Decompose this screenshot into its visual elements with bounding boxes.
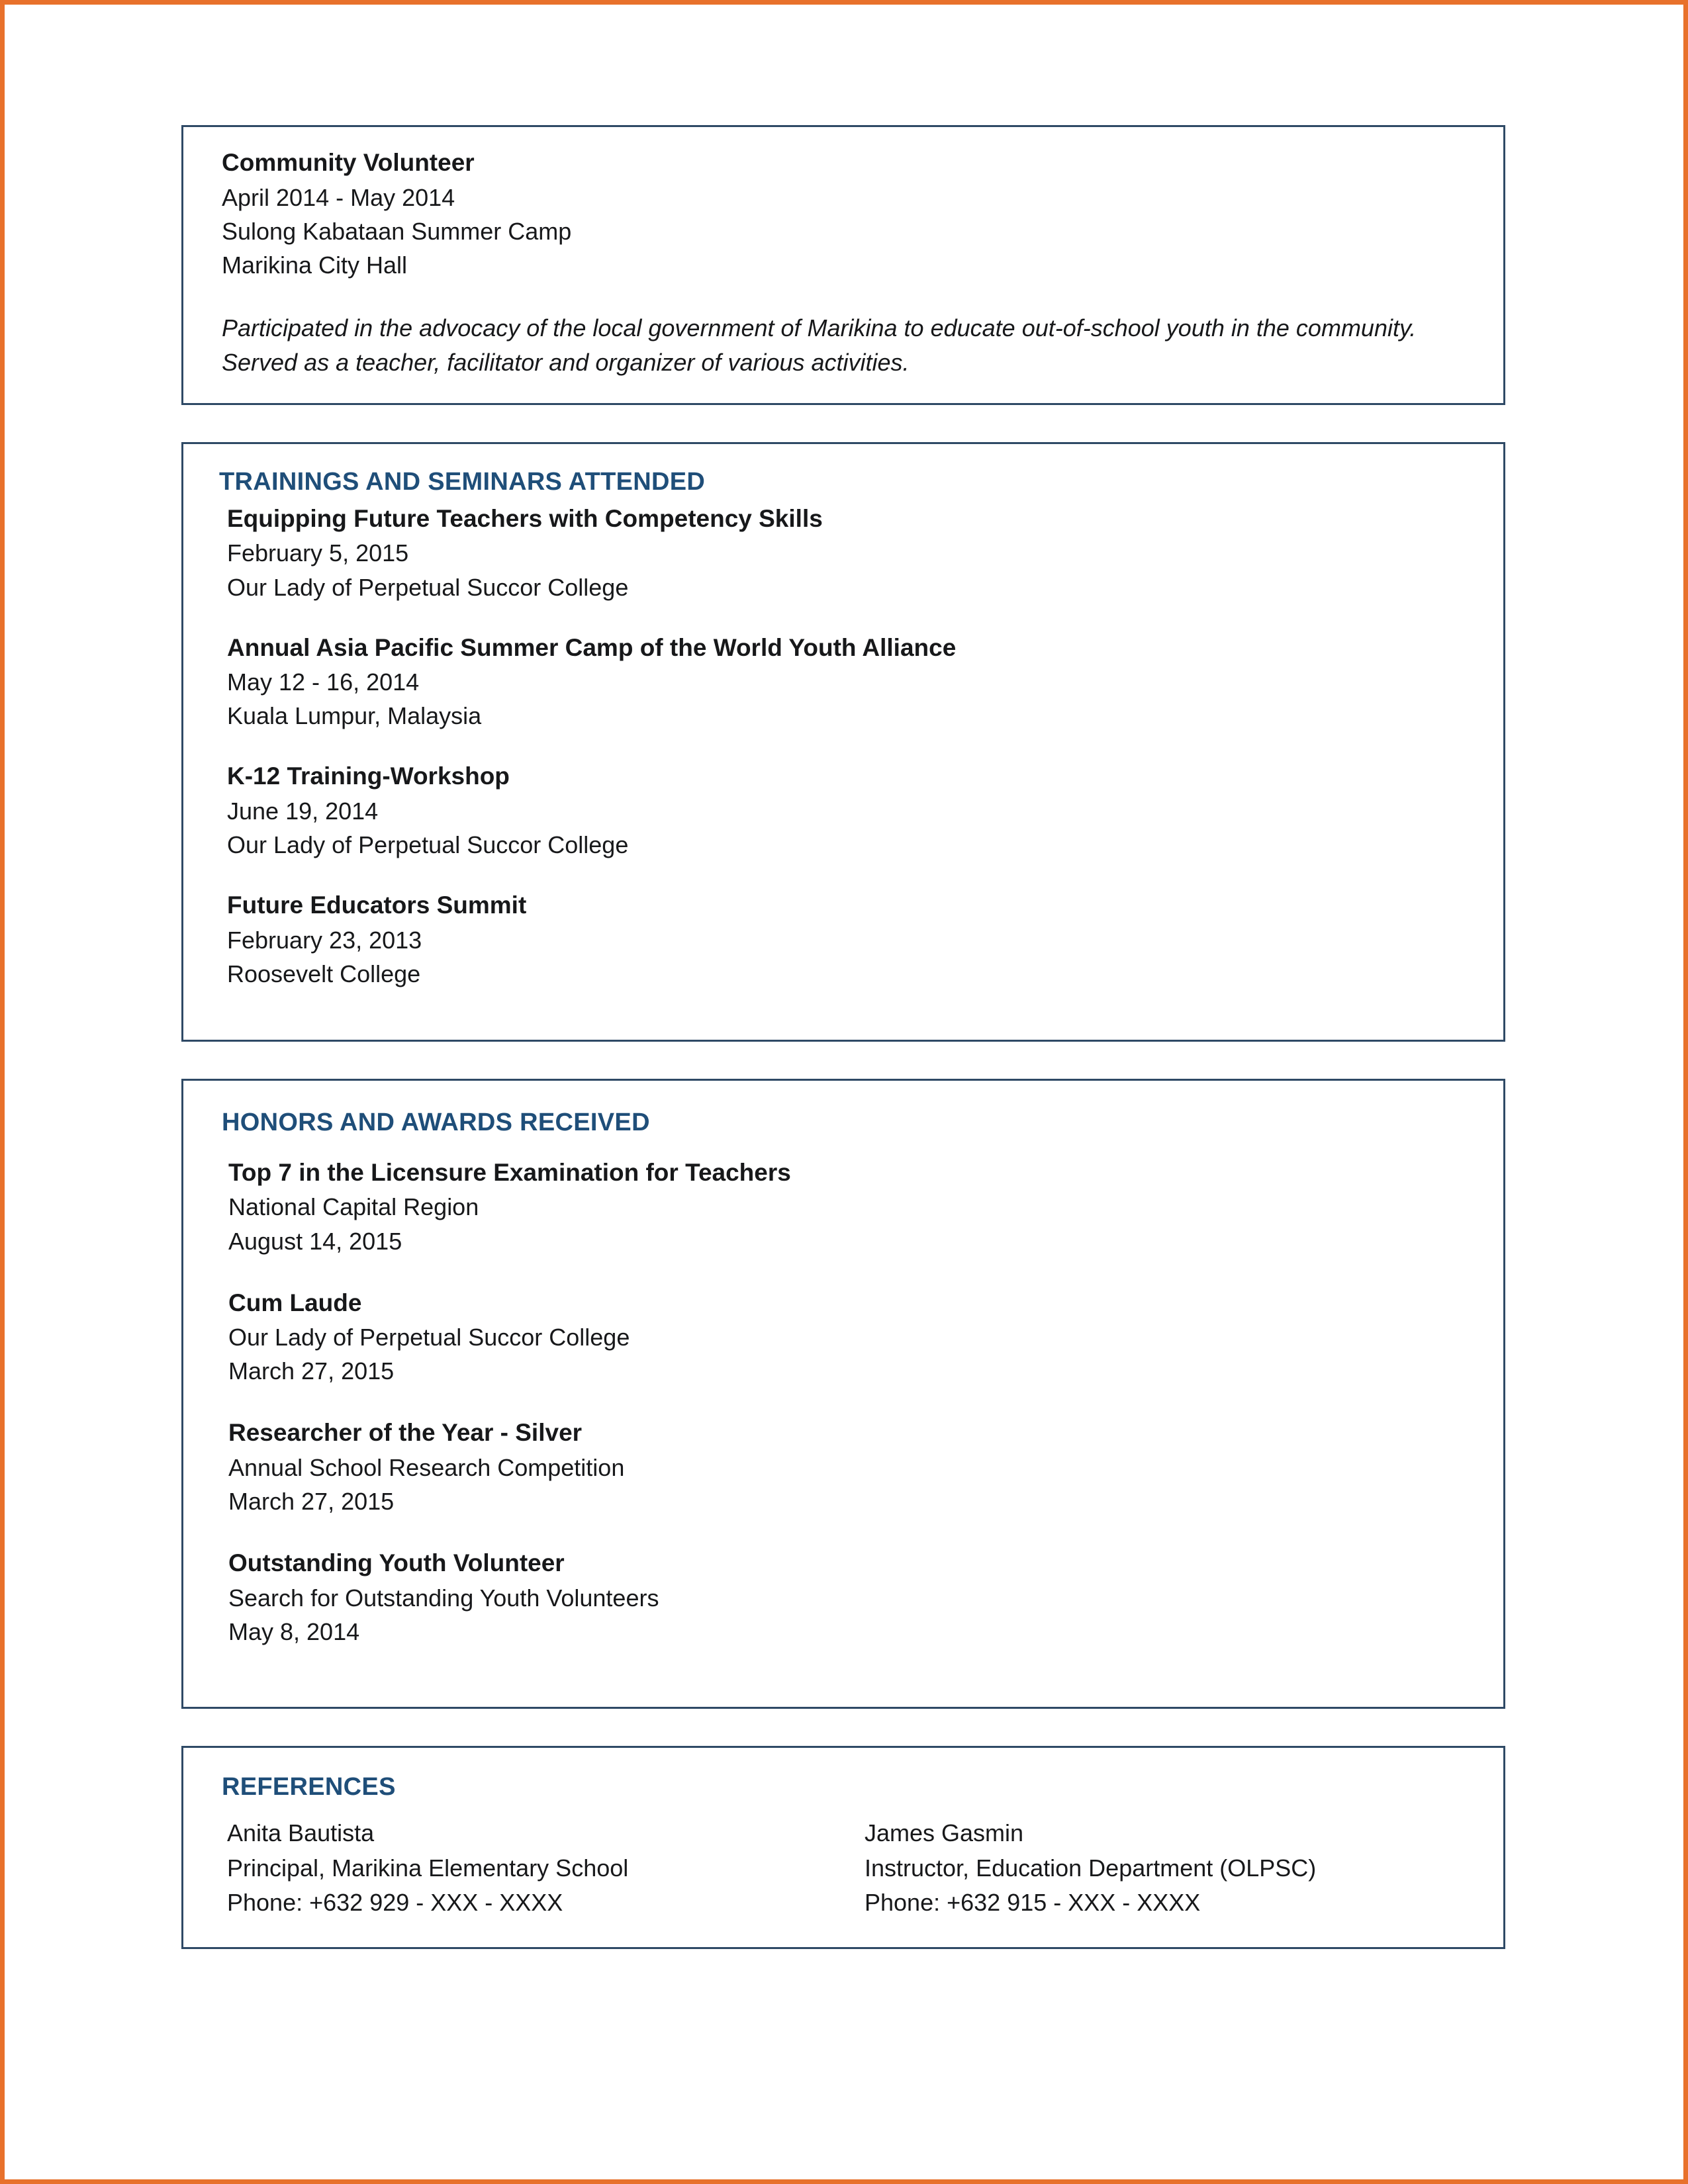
honor-title: Top 7 in the Licensure Examination for Teachers bbox=[228, 1158, 791, 1186]
training-title: Equipping Future Teachers with Competency Skills bbox=[227, 504, 823, 532]
reference-phone: Phone: +632 915 - XXX - XXXX bbox=[865, 1889, 1201, 1917]
training-place: Our Lady of Perpetual Succor College bbox=[227, 831, 629, 859]
training-date: February 23, 2013 bbox=[227, 926, 422, 954]
honor-entry bbox=[212, 1546, 1474, 1649]
honor-entry bbox=[212, 1286, 1474, 1388]
reference-name: Anita Bautista bbox=[227, 1819, 375, 1846]
honor-date: May 8, 2014 bbox=[228, 1617, 360, 1645]
references-section bbox=[181, 1746, 1505, 1949]
honor-title: Outstanding Youth Volunteer bbox=[228, 1549, 565, 1577]
volunteer-organization: Sulong Kabataan Summer Camp bbox=[222, 217, 572, 245]
training-date: May 12 - 16, 2014 bbox=[227, 668, 420, 696]
resume-document bbox=[181, 125, 1505, 1949]
training-title: K-12 Training-Workshop bbox=[227, 762, 510, 790]
volunteer-location: Marikina City Hall bbox=[222, 251, 408, 279]
training-entry bbox=[212, 502, 1474, 604]
community-volunteer-section bbox=[181, 125, 1505, 405]
trainings-heading: TRAININGS AND SEMINARS ATTENDED bbox=[219, 467, 706, 496]
reference-role: Instructor, Education Department (OLPSC) bbox=[865, 1854, 1317, 1882]
reference-role: Principal, Marikina Elementary School bbox=[227, 1854, 629, 1882]
volunteer-description: Participated in the advocacy of the local government of Marikina to educate out-of-school youth in the community. Served as a teacher, facilitator and organizer of various activities. bbox=[222, 314, 1417, 377]
volunteer-dates: April 2014 - May 2014 bbox=[222, 183, 455, 211]
training-title: Future Educators Summit bbox=[227, 891, 527, 919]
training-place: Roosevelt College bbox=[227, 960, 421, 987]
training-date: February 5, 2015 bbox=[227, 539, 409, 567]
honor-detail: Annual School Research Competition bbox=[228, 1453, 625, 1481]
references-columns bbox=[212, 1816, 1474, 1921]
honors-heading: HONORS AND AWARDS RECEIVED bbox=[222, 1108, 650, 1136]
reference-entry bbox=[843, 1816, 1474, 1921]
honor-entry bbox=[212, 1416, 1474, 1518]
honor-entry bbox=[212, 1156, 1474, 1258]
trainings-section bbox=[181, 442, 1505, 1042]
volunteer-title: Community Volunteer bbox=[222, 149, 475, 176]
reference-phone: Phone: +632 929 - XXX - XXXX bbox=[227, 1889, 563, 1917]
reference-entry bbox=[212, 1816, 843, 1921]
reference-name: James Gasmin bbox=[865, 1819, 1024, 1846]
training-place: Kuala Lumpur, Malaysia bbox=[227, 702, 482, 730]
honor-date: August 14, 2015 bbox=[228, 1227, 402, 1255]
training-entry bbox=[212, 888, 1474, 991]
training-title: Annual Asia Pacific Summer Camp of the World Youth Alliance bbox=[227, 633, 957, 661]
page-canvas bbox=[21, 19, 1677, 2174]
honor-detail: Our Lady of Perpetual Succor College bbox=[228, 1324, 630, 1351]
honor-detail: Search for Outstanding Youth Volunteers bbox=[228, 1584, 659, 1612]
honor-date: March 27, 2015 bbox=[228, 1357, 395, 1385]
honor-detail: National Capital Region bbox=[228, 1193, 479, 1221]
honors-section bbox=[181, 1079, 1505, 1709]
references-heading: REFERENCES bbox=[222, 1772, 396, 1801]
training-place: Our Lady of Perpetual Succor College bbox=[227, 573, 629, 601]
honor-title: Cum Laude bbox=[228, 1289, 362, 1316]
training-date: June 19, 2014 bbox=[227, 797, 379, 825]
honor-title: Researcher of the Year - Silver bbox=[228, 1419, 583, 1447]
honor-date: March 27, 2015 bbox=[228, 1488, 395, 1516]
training-entry bbox=[212, 631, 1474, 733]
training-entry bbox=[212, 759, 1474, 862]
